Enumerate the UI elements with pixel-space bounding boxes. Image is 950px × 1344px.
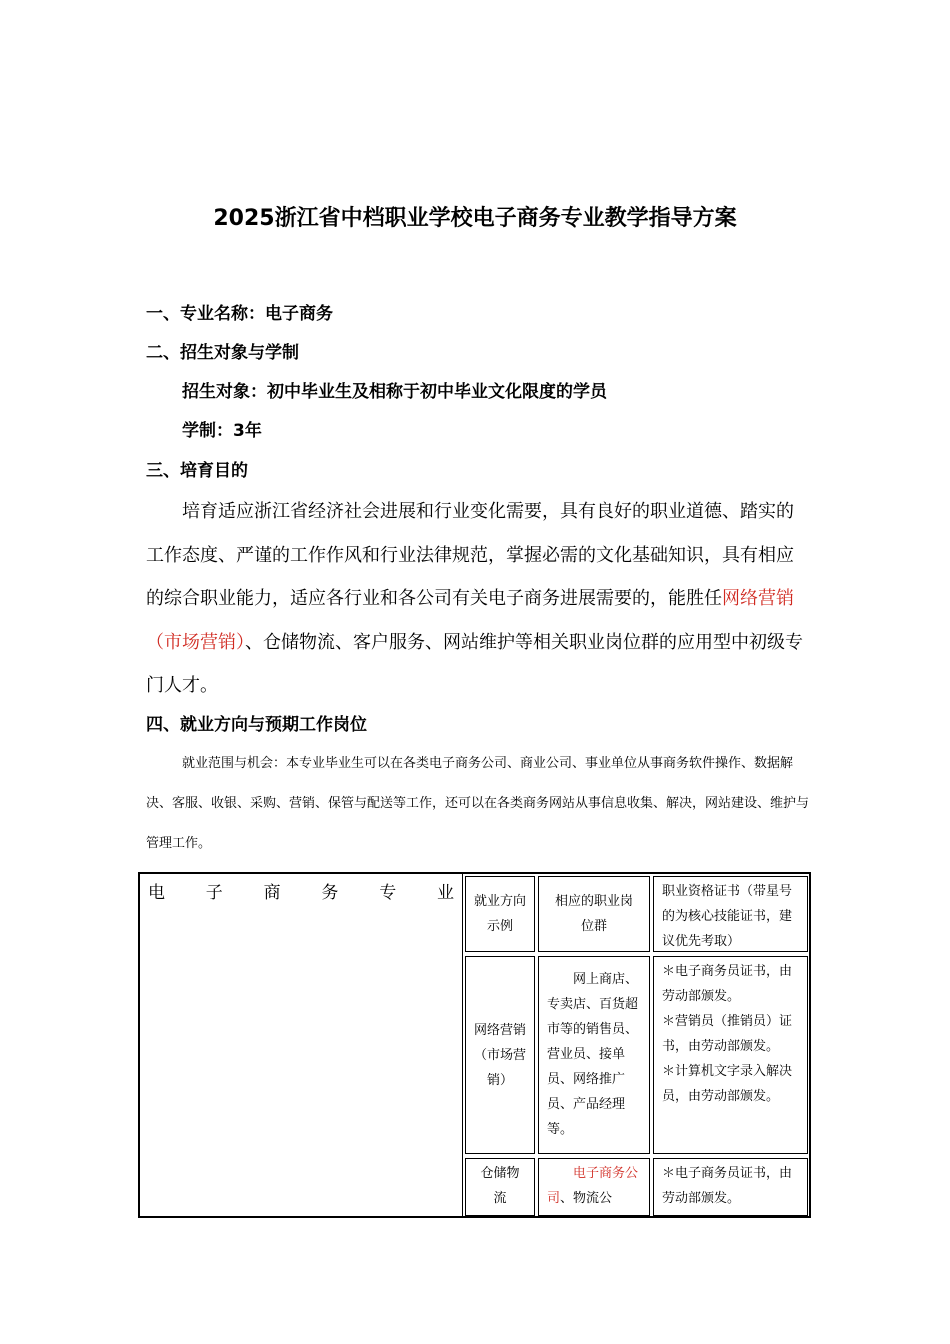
row2-direction: 仓储物流 — [465, 1158, 535, 1216]
goal-text-part-2: 、仓储物流、客户服务、网站维护等相关职业岗位群的应用型中初级专门人才。 — [146, 631, 803, 696]
cert-item: ＊营销员（推销员）证书，由劳动部颁发。 — [662, 1014, 793, 1054]
employment-table — [138, 872, 811, 1218]
enrollment-target: 招生对象：初中毕业生及相称于初中毕业文化限度的学员 — [182, 382, 607, 402]
employment-scope-paragraph: 就业范围与机会：本专业毕业生可以在各类电子商务公司、商业公司、事业单位从事商务软件操作、数据解决、客服、收银、采购、营销、保管与配送等工作，还可以在各类商务网站从事信息收集、解决，网站建设、维护与管理工作。 — [146, 756, 810, 851]
cert-item: ＊电子商务员证书，由劳动部颁发。 — [662, 964, 793, 1004]
study-duration: 学制：3年 — [182, 421, 262, 441]
specialty-column — [140, 874, 463, 1216]
row1-jobs: 网上商店、专卖店、百货超市等的销售员、营业员、接单员、网络推广员、产品经理等。 — [538, 956, 650, 1154]
cert-item: ＊计算机文字录入解决员，由劳动部颁发。 — [662, 1064, 793, 1104]
row1-certs — [653, 956, 808, 1154]
row2-jobs-highlight: 电子商务公司 — [547, 1166, 639, 1206]
cert-item: ＊电子商务员证书，由劳动部颁发。 — [662, 1166, 793, 1206]
row2-jobs-rest: 、物流公 — [560, 1191, 613, 1206]
specialty-char: 专 — [379, 883, 397, 903]
row1-direction: 网络营销（市场营销） — [465, 956, 535, 1154]
document-title: 2025浙江省中档职业学校电子商务专业教学指导方案 — [213, 206, 737, 231]
specialty-char: 电 — [148, 883, 165, 903]
header-certs: 职业资格证书（带星号的为核心技能证书，建议优先考取） — [653, 876, 808, 952]
specialty-char: 务 — [321, 883, 339, 903]
specialty-char: 商 — [263, 883, 281, 903]
training-goal-paragraph — [146, 490, 806, 708]
section-3-heading: 三、培育目的 — [146, 461, 248, 481]
section-1-heading: 一、专业名称：电子商务 — [146, 304, 333, 324]
section-2-heading: 二、招生对象与学制 — [146, 343, 299, 363]
row2-certs — [653, 1158, 808, 1216]
goal-text-highlight: 网络营销（市场营销） — [146, 588, 794, 653]
header-direction: 就业方向示例 — [465, 876, 535, 952]
header-jobs: 相应的职业岗位群 — [538, 876, 650, 952]
goal-text-part-1: 培育适应浙江省经济社会进展和行业变化需要，具有良好的职业道德、踏实的工作态度、严谨的工作作风和行业法律规范，掌握必需的文化基础知识，具有相应的综合职业能力，适应各行业和各公司有关电子商务进展需要的，能胜任 — [146, 501, 794, 609]
section-4-heading: 四、就业方向与预期工作岗位 — [146, 715, 367, 735]
specialty-char: 子 — [205, 883, 223, 903]
specialty-char: 业 — [436, 883, 454, 903]
row2-jobs — [538, 1158, 650, 1216]
specialty-label — [148, 878, 454, 903]
